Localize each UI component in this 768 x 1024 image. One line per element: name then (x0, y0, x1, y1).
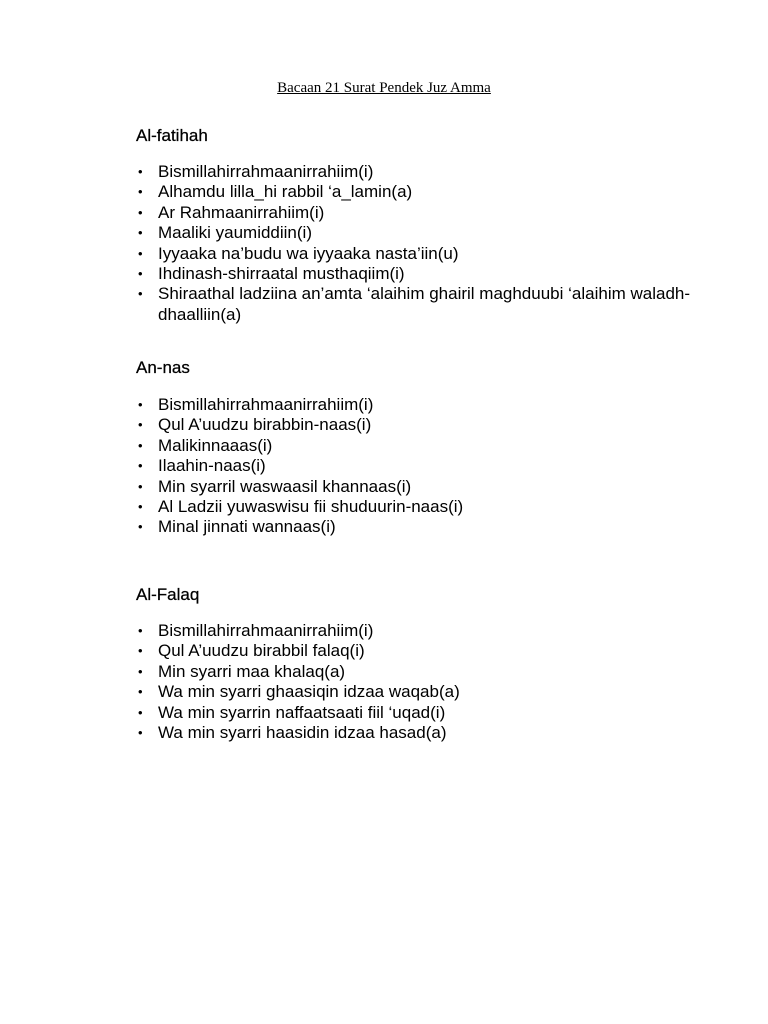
list-item (136, 162, 696, 182)
list-item (136, 395, 696, 415)
list-item (136, 182, 696, 202)
section-heading: Al-Falaq (136, 585, 200, 604)
document-title: Bacaan 21 Surat Pendek Juz Amma (277, 80, 491, 96)
verse-text: Ilaahin-naas(i) (158, 456, 266, 476)
bullet-icon: • (138, 184, 143, 200)
bullet-icon: • (138, 266, 143, 282)
bullet-icon: • (138, 519, 143, 535)
list-item (136, 497, 696, 517)
bullet-icon: • (138, 164, 143, 179)
verse-text: Al Ladzii yuwaswisu fii shuduurin-naas(i) (158, 497, 464, 517)
verse-text: Alhamdu lilla_hi rabbil ‘a_lamin(a) (158, 182, 413, 202)
list-item (136, 284, 696, 325)
bullet-icon: • (138, 286, 143, 302)
bullet-icon: • (138, 225, 143, 241)
bullet-icon: • (138, 417, 143, 433)
bullet-icon: • (138, 623, 143, 638)
section-heading: An-nas (136, 358, 190, 377)
verse-text: Qul A’uudzu birabbin-naas(i) (158, 415, 372, 435)
bullet-icon: • (138, 499, 143, 515)
bullet-icon: • (138, 684, 143, 700)
bullet-icon: • (138, 397, 143, 412)
list-item (136, 641, 696, 661)
verse-text: Min syarril waswaasil khannaas(i) (158, 476, 412, 496)
verse-text: Bismillahirrahmaanirrahiim(i) (158, 162, 374, 181)
verse-text: Ihdinash-shirraatal musthaqiim(i) (158, 264, 405, 284)
bullet-icon: • (138, 437, 143, 453)
bullet-icon: • (138, 204, 143, 220)
verse-text: Malikinnaaas(i) (158, 435, 273, 455)
bullet-icon: • (138, 478, 143, 494)
list-item (136, 703, 696, 723)
verse-text: Bismillahirrahmaanirrahiim(i) (158, 395, 374, 414)
verse-text: Wa min syarrin naffaatsaati fiil ‘uqad(i) (158, 702, 446, 722)
verse-text: Qul A’uudzu birabbil falaq(i) (158, 641, 365, 661)
list-item (136, 203, 696, 223)
bullet-icon: • (138, 704, 143, 720)
list-item (136, 477, 696, 497)
verse-text: Bismillahirrahmaanirrahiim(i) (158, 621, 374, 640)
bullet-icon: • (138, 458, 143, 474)
list-item (136, 621, 696, 641)
verse-text: Ar Rahmaanirrahiim(i) (158, 202, 325, 222)
verse-text: Wa min syarri haasidin idzaa hasad(a) (158, 723, 447, 743)
list-item (136, 415, 696, 435)
section-heading: Al-fatihah (136, 126, 208, 145)
verse-text: Shiraathal ladziina an’amta ‘alaihim ghairil maghduubi ‘alaihim waladh-dhaalliin(a) (158, 284, 691, 324)
verse-text: Maaliki yaumiddiin(i) (158, 223, 312, 243)
verse-text: Wa min syarri ghaasiqin idzaa waqab(a) (158, 682, 460, 702)
bullet-icon: • (138, 725, 143, 741)
list-item (136, 682, 696, 702)
list-item (136, 264, 696, 284)
verse-list (136, 395, 696, 538)
verse-text: Min syarri maa khalaq(a) (158, 661, 346, 681)
verse-text: Iyyaaka na’budu wa iyyaaka nasta’iin(u) (158, 243, 459, 263)
verse-list (136, 162, 696, 325)
bullet-icon: • (138, 663, 143, 679)
bullet-icon: • (138, 245, 143, 261)
verse-text: Minal jinnati wannaas(i) (158, 517, 336, 537)
section-an-nas (136, 358, 696, 538)
list-item (136, 517, 696, 537)
list-item (136, 244, 696, 264)
section-al-falaq (136, 585, 696, 743)
list-item (136, 662, 696, 682)
verse-list (136, 621, 696, 743)
list-item (136, 723, 696, 743)
list-item (136, 456, 696, 476)
list-item (136, 436, 696, 456)
bullet-icon: • (138, 643, 143, 659)
list-item (136, 223, 696, 243)
section-al-fatihah (136, 126, 696, 325)
